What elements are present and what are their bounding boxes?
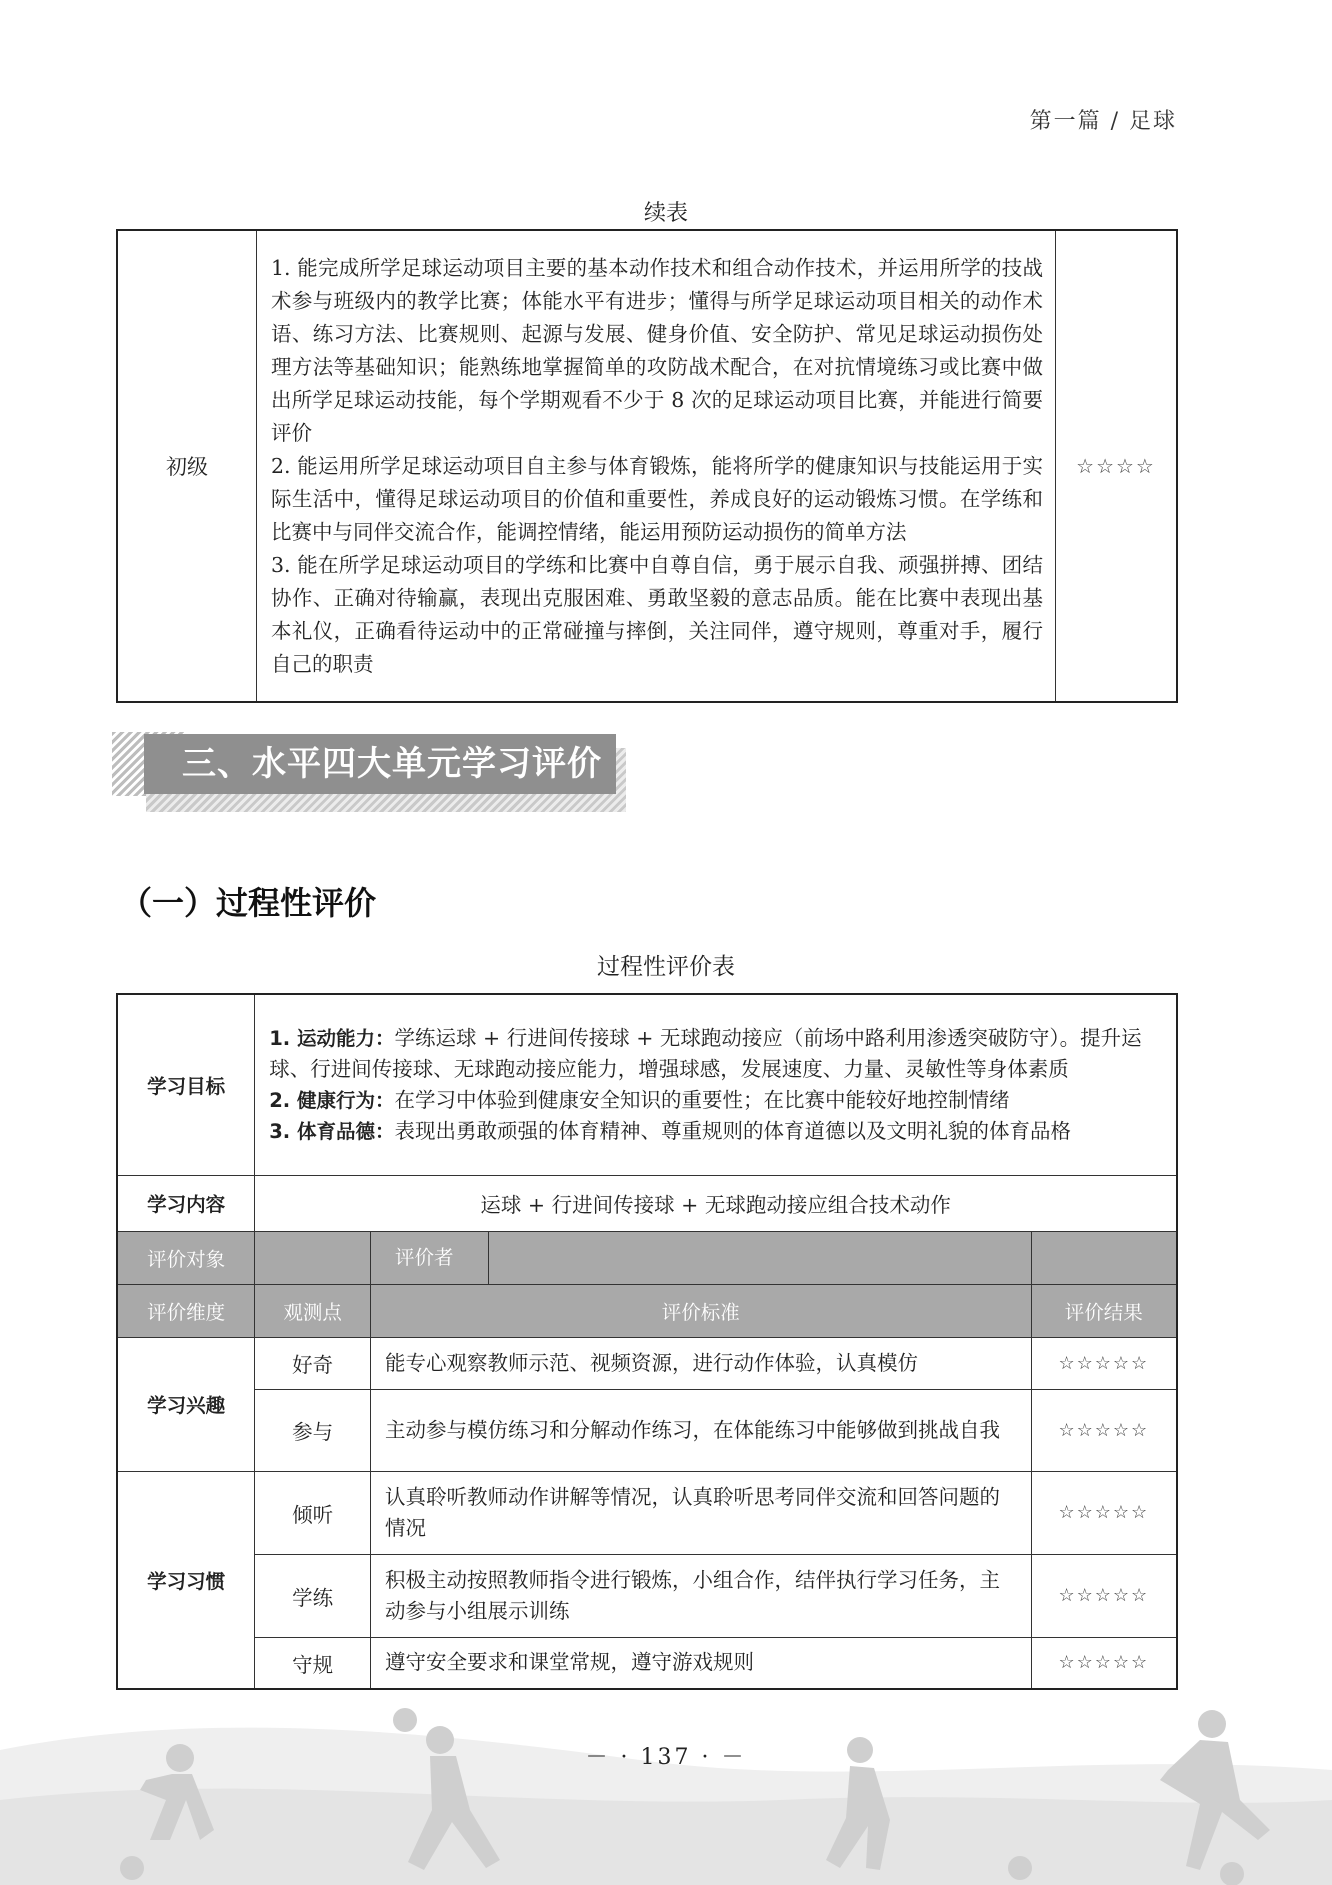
point-cell: 参与 bbox=[255, 1389, 371, 1471]
header-row bbox=[117, 1284, 1177, 1337]
level-description bbox=[257, 230, 1056, 702]
goal-text: 表现出勇敢顽强的体育精神、尊重规则的体育道德以及文明礼貌的体育品格 bbox=[394, 1119, 1071, 1144]
evaluator-label: 评价者 bbox=[371, 1232, 489, 1284]
evaluator-row bbox=[117, 1231, 1177, 1284]
table-title: 过程性评价表 bbox=[597, 954, 735, 980]
table-row bbox=[117, 1554, 1177, 1637]
evaluator-cell bbox=[371, 1231, 1032, 1284]
point-cell: 倾听 bbox=[255, 1471, 371, 1554]
star-rating: ☆☆☆☆ bbox=[1056, 230, 1178, 702]
result-stars: ☆☆☆☆☆ bbox=[1031, 1554, 1177, 1637]
standard-cell: 能专心观察教师示范、视频资源，进行动作体验，认真模仿 bbox=[371, 1337, 1032, 1389]
object-value bbox=[255, 1231, 371, 1284]
header-dimension: 评价维度 bbox=[117, 1284, 255, 1337]
goals-cell bbox=[255, 994, 1177, 1175]
point-cell: 好奇 bbox=[255, 1337, 371, 1389]
running-head: 第一篇 / 足球 bbox=[1029, 109, 1177, 134]
standard-cell: 积极主动按照教师指令进行锻炼，小组合作，结伴执行学习任务，主动参与小组展示训练 bbox=[371, 1554, 1032, 1637]
point-cell: 守规 bbox=[255, 1637, 371, 1689]
result-stars: ☆☆☆☆☆ bbox=[1031, 1471, 1177, 1554]
object-label: 评价对象 bbox=[117, 1231, 255, 1284]
result-stars: ☆☆☆☆☆ bbox=[1031, 1337, 1177, 1389]
point-cell: 学练 bbox=[255, 1554, 371, 1637]
header-result: 评价结果 bbox=[1031, 1284, 1177, 1337]
goal-item bbox=[269, 1023, 1164, 1085]
level-table bbox=[116, 229, 1178, 703]
footer-football-players-decoration bbox=[0, 1690, 1332, 1885]
level-paragraph-1: 1. 能完成所学足球运动项目主要的基本动作技术和组合动作技术，并运用所学的技战术参与班级内的教学比赛；体能水平有进步；懂得与所学足球运动项目相关的动作术语、练习方法、比赛规则、起源与发展、健身价值、安全防护、常见足球运动损伤处理方法等基础知识；能熟练地掌握简单的攻防战术配合，在对抗情境练习或比赛中做出所学足球运动技能，每个学期观看不少于 8 次的足球运动项目比赛，并能进行简要评价 bbox=[271, 256, 1043, 445]
goal-label: 2. 健康行为： bbox=[269, 1089, 395, 1113]
content-row bbox=[117, 1175, 1177, 1231]
standard-cell: 遵守安全要求和课堂常规，遵守游戏规则 bbox=[371, 1637, 1032, 1689]
section-title: 三、水平四大单元学习评价 bbox=[144, 734, 616, 794]
goal-label: 3. 体育品德： bbox=[269, 1120, 395, 1144]
goals-label: 学习目标 bbox=[117, 994, 255, 1175]
level-paragraph-2: 2. 能运用所学足球运动项目自主参与体育锻炼，能将所学的健康知识与技能运用于实际生活中，懂得足球运动项目的价值和重要性，养成良好的运动锻炼习惯。在学练和比赛中与同伴交流合作，能调控情绪，能运用预防运动损伤的简单方法 bbox=[271, 454, 1043, 544]
goal-text: 在学习中体验到健康安全知识的重要性；在比赛中能较好地控制情绪 bbox=[394, 1088, 1010, 1113]
page-number: － · 137 · － bbox=[585, 1745, 747, 1770]
evaluator-value bbox=[1031, 1231, 1177, 1284]
result-stars: ☆☆☆☆☆ bbox=[1031, 1389, 1177, 1471]
goal-text: 学练运球 + 行进间传接球 + 无球跑动接应（前场中路利用渗透突破防守）。提升运球、行进间传接球、无球跑动接应能力，增强球感，发展速度、力量、灵敏性等身体素质 bbox=[269, 1026, 1142, 1082]
dimension-cell: 学习兴趣 bbox=[117, 1337, 255, 1471]
goal-label: 1. 运动能力： bbox=[269, 1027, 395, 1051]
dimension-cell: 学习习惯 bbox=[117, 1471, 255, 1689]
goal-item bbox=[269, 1116, 1164, 1147]
level-paragraph-3: 3. 能在所学足球运动项目的学练和比赛中自尊自信，勇于展示自我、顽强拼搏、团结协作、正确对待输赢，表现出克服困难、勇敢坚毅的意志品质。能在比赛中表现出基本礼仪，正确看待运动中的正常碰撞与摔倒，关注同伴，遵守规则，尊重对手，履行自己的职责 bbox=[271, 553, 1043, 676]
level-cell: 初级 bbox=[117, 230, 257, 702]
header-point: 观测点 bbox=[255, 1284, 371, 1337]
result-stars: ☆☆☆☆☆ bbox=[1031, 1637, 1177, 1689]
subsection-title: （一）过程性评价 bbox=[120, 884, 377, 922]
standard-cell: 认真聆听教师动作讲解等情况，认真聆听思考同伴交流和回答问题的情况 bbox=[371, 1471, 1032, 1554]
standard-cell: 主动参与模仿练习和分解动作练习，在体能练习中能够做到挑战自我 bbox=[371, 1389, 1032, 1471]
goals-row bbox=[117, 994, 1177, 1175]
continued-caption: 续表 bbox=[643, 201, 688, 226]
content-cell: 运球 + 行进间传接球 + 无球跑动接应组合技术动作 bbox=[255, 1175, 1177, 1231]
section-banner bbox=[112, 732, 642, 812]
table-row bbox=[117, 1389, 1177, 1471]
table-row bbox=[117, 1337, 1177, 1389]
header-standard: 评价标准 bbox=[371, 1284, 1032, 1337]
table-row bbox=[117, 1637, 1177, 1689]
content-label: 学习内容 bbox=[117, 1175, 255, 1231]
table-row bbox=[117, 230, 1177, 702]
evaluation-table bbox=[116, 993, 1178, 1690]
goal-item bbox=[269, 1085, 1164, 1116]
table-row bbox=[117, 1471, 1177, 1554]
